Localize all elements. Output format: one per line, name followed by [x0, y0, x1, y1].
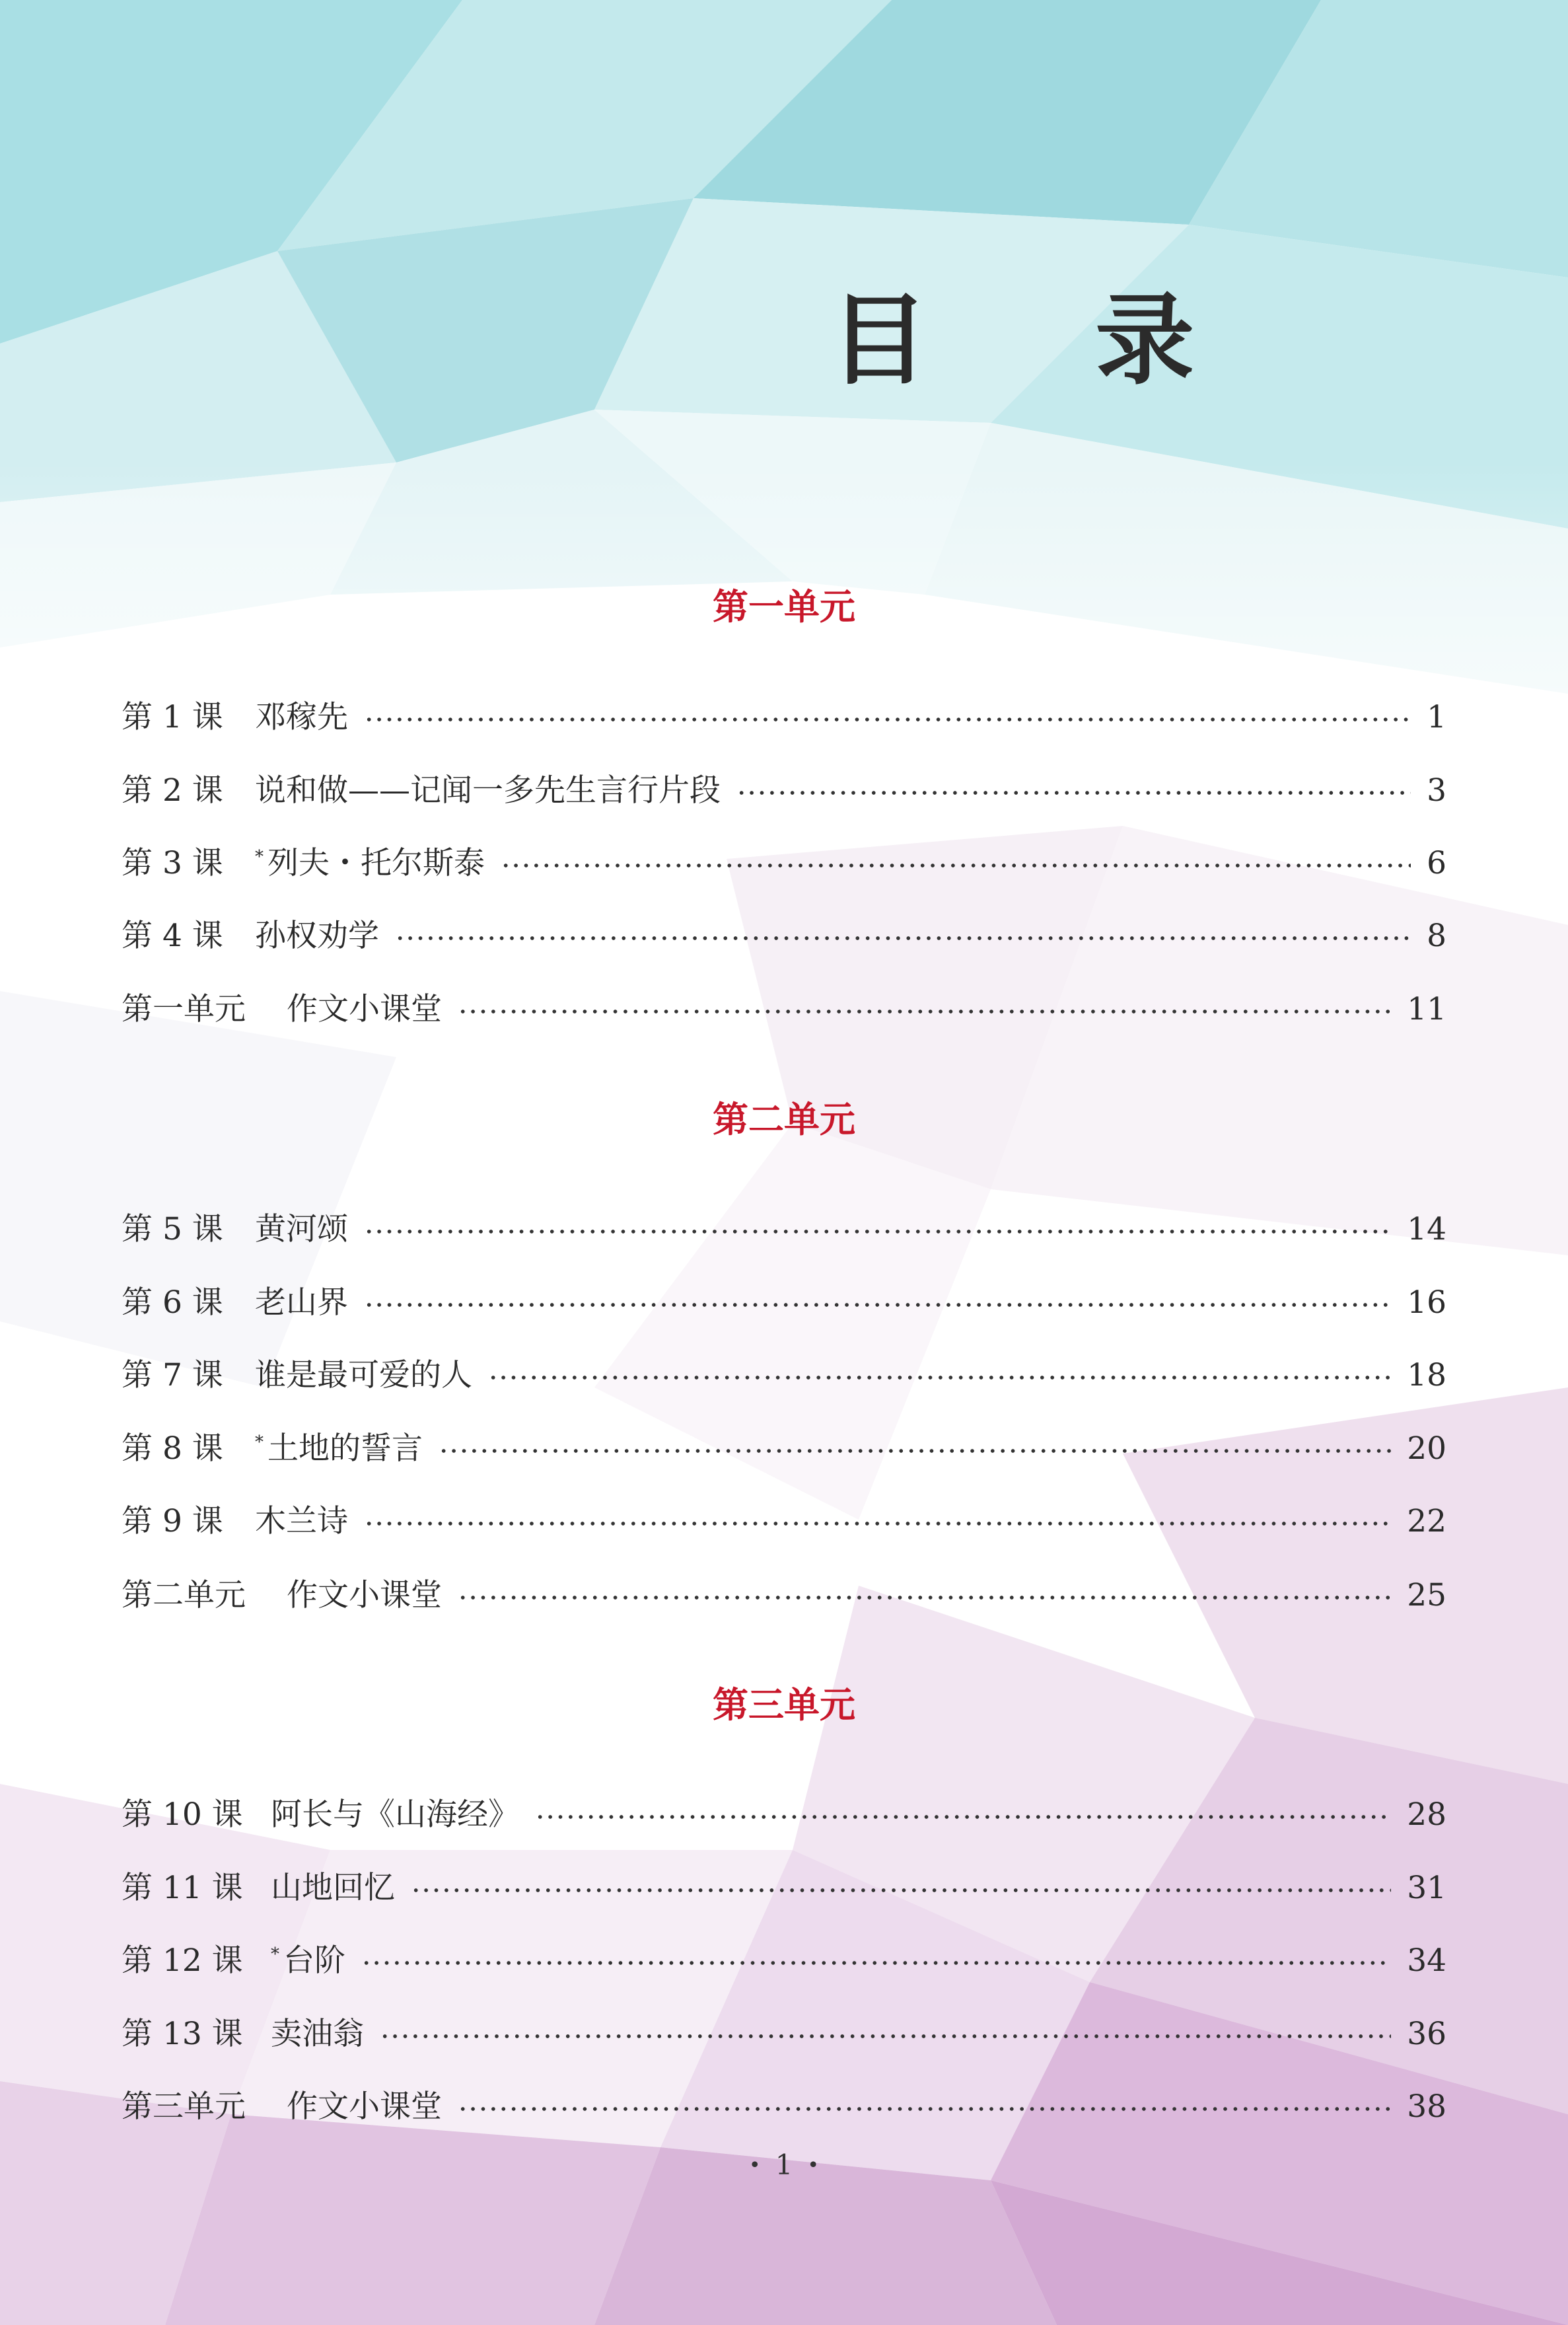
page-number: 28: [1407, 1796, 1446, 1833]
lesson-title-text: 土地的誓言: [267, 1430, 423, 1467]
page-number: 8: [1427, 917, 1446, 954]
dot-leader: [535, 1814, 1391, 1820]
lesson-title: 谁是最可爱的人: [255, 1356, 472, 1393]
dot-leader: [458, 1009, 1391, 1014]
lesson-number: 第 9 课: [122, 1502, 223, 1539]
toc-entry[interactable]: [122, 1424, 1446, 1472]
optional-star-icon: *: [255, 1432, 264, 1452]
lesson-title: 卖油翁: [271, 2015, 364, 2052]
lesson-number: 第 11 课: [122, 1869, 243, 1906]
dot-leader: [364, 1302, 1391, 1308]
lesson-title-starred: [271, 1942, 345, 1979]
dot-leader: [439, 1448, 1391, 1454]
unit-heading: 第二单元: [713, 1099, 855, 1140]
lesson-number: 第 5 课: [122, 1210, 223, 1247]
toc-entry[interactable]: [122, 985, 1446, 1033]
unit-heading: 第三单元: [713, 1684, 855, 1726]
lesson-title-text: 台阶: [283, 1942, 345, 1979]
page-number: 1: [1427, 698, 1446, 735]
lesson-title: 说和做——记闻一多先生言行片段: [255, 772, 721, 809]
footer-dot-icon: •: [807, 2154, 820, 2177]
dot-leader: [364, 717, 1411, 722]
page-number: 16: [1407, 1284, 1446, 1321]
lesson-title: 老山界: [255, 1284, 348, 1321]
toc-entry[interactable]: [122, 1278, 1446, 1326]
page-number: 20: [1407, 1430, 1446, 1467]
page-number: 3: [1427, 772, 1446, 809]
page-number: 34: [1407, 1942, 1446, 1979]
page-number: 31: [1407, 1869, 1446, 1906]
dot-leader: [501, 863, 1411, 868]
lesson-number: 第 1 课: [122, 698, 223, 735]
page-footer: [0, 2151, 1568, 2179]
page-number: 11: [1407, 990, 1446, 1027]
unit-heading: 第一单元: [713, 586, 855, 628]
dot-leader: [458, 2106, 1391, 2112]
lesson-number: 第 13 课: [122, 2015, 243, 2052]
page-number: 14: [1407, 1210, 1446, 1247]
footer-dot-icon: •: [748, 2154, 761, 2177]
toc-entry[interactable]: [122, 2083, 1446, 2130]
dot-leader: [364, 1229, 1391, 1234]
toc-entry[interactable]: [122, 839, 1446, 887]
lesson-title: 孙权劝学: [255, 917, 379, 954]
lesson-number: 第 8 课: [122, 1430, 223, 1467]
lesson-title-starred: [255, 1430, 423, 1467]
page-number: 6: [1427, 844, 1446, 881]
dot-leader: [364, 1521, 1391, 1526]
page-number: 25: [1407, 1576, 1446, 1613]
lesson-number: 第 4 课: [122, 917, 223, 954]
lesson-number: 第 7 课: [122, 1356, 223, 1393]
lesson-number: 第二单元: [122, 1576, 246, 1613]
toc-entry[interactable]: [122, 1864, 1446, 1911]
dot-leader: [488, 1375, 1391, 1380]
lesson-number: 第三单元: [122, 2088, 246, 2125]
optional-star-icon: *: [271, 1944, 279, 1964]
dot-leader: [411, 1888, 1391, 1893]
dot-leader: [380, 2034, 1391, 2039]
lesson-number: 第 12 课: [122, 1942, 243, 1979]
lesson-title: 阿长与《山海经》: [271, 1796, 519, 1833]
toc-entry[interactable]: [122, 1937, 1446, 1984]
page-number: 38: [1407, 2088, 1446, 2125]
dot-leader: [395, 936, 1411, 941]
lesson-number: 第 6 课: [122, 1284, 223, 1321]
lesson-number: 第一单元: [122, 990, 246, 1027]
lesson-title-starred: [255, 844, 485, 881]
dot-leader: [458, 1595, 1391, 1600]
lesson-title: 山地回忆: [271, 1869, 395, 1906]
dot-leader: [361, 1960, 1391, 1966]
page-number: 22: [1407, 1502, 1446, 1539]
page-title: 目 录: [830, 282, 1261, 398]
toc-entry[interactable]: [122, 1790, 1446, 1838]
optional-star-icon: *: [255, 846, 264, 867]
lesson-title-text: 列夫・托尔斯泰: [267, 844, 485, 881]
toc-entry[interactable]: [122, 1351, 1446, 1399]
lesson-number: 第 10 课: [122, 1796, 243, 1833]
lesson-title: 作文小课堂: [287, 2088, 442, 2125]
lesson-title: 黄河颂: [255, 1210, 348, 1247]
lesson-title: 邓稼先: [255, 698, 348, 735]
toc-entry[interactable]: [122, 912, 1446, 959]
lesson-title: 作文小课堂: [287, 1576, 442, 1613]
page-number: 18: [1407, 1356, 1446, 1393]
toc-entry[interactable]: [122, 2010, 1446, 2057]
footer-page-number: 1: [775, 2149, 793, 2181]
toc-entry[interactable]: [122, 1497, 1446, 1545]
toc-entry[interactable]: [122, 693, 1446, 741]
lesson-title: 木兰诗: [255, 1502, 348, 1539]
toc-entry[interactable]: [122, 1571, 1446, 1619]
page-number: 36: [1407, 2015, 1446, 2052]
toc-entry[interactable]: [122, 1205, 1446, 1253]
toc-entry[interactable]: [122, 766, 1446, 814]
dot-leader: [736, 790, 1411, 795]
lesson-number: 第 2 课: [122, 772, 223, 809]
lesson-title: 作文小课堂: [287, 990, 442, 1027]
lesson-number: 第 3 课: [122, 844, 223, 881]
